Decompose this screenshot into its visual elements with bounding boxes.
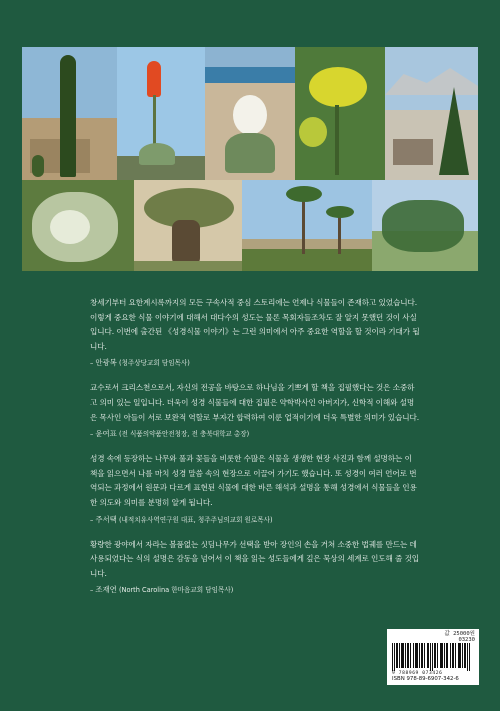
photo-old-olive: [134, 180, 242, 271]
endorser-title-2: (전 식품의약품안전청장, 전 충북대학교 총장): [118, 430, 250, 439]
barcode-digits: 9 788969 073426: [392, 671, 443, 676]
endorsement-signature-3: – 주서택 (내적치유사역연구원 대표, 청주주님의교회 원로목사): [90, 514, 273, 524]
endorsement-signature-4: – 조재연 (North Carolina 한마음교회 담임목사): [90, 585, 234, 595]
endorsements: [90, 296, 420, 608]
photo-fennel-flower: [295, 47, 385, 180]
endorser-name-2: 윤여표: [95, 429, 117, 439]
endorser-title-1: (청주상당교회 담임목사): [118, 359, 190, 368]
photo-city-pine: [385, 47, 478, 180]
endorsement-text-4: 황량한 광야에서 자라는 볼품없는 싯딤나무가 선택을 받아 장인의 손을 거쳐 소중한 법궤를 만드는 데 사용되었다는 식의 설명은 감동을 넘어서 이 책을 읽는 성도들에게 깊은 묵상의 세계로 인도해 줄 것입니다.: [90, 539, 420, 578]
barcode-bars: [392, 643, 472, 671]
endorser-title-3: (내적치유사역연구원 대표, 청주주님의교회 원로목사): [118, 515, 273, 524]
set-code: 03230: [458, 637, 475, 644]
photo-white-shrub: [22, 180, 134, 271]
endorsement-text-3: 성경 속에 등장하는 나무와 풀과 꽃들을 비롯한 수많은 식물을 생생한 현장 사진과 함께 설명하는 이 책을 읽으면서 나를 마치 성경 말씀 속의 현장으로 이끌어 가기도 했습니다. 또 성경이 여러 언어로 번역되는 과정에서 원문과 다르게 표현된 식물에 대한 바른 해석과 설명을 통해 성경에서 식물들을 인용한 의도와 의미를 분명히 알게 됩니다.: [90, 454, 417, 507]
isbn-text: ISBN 978-89-6907-342-6: [392, 676, 459, 682]
photo-palm-oasis: [242, 180, 372, 271]
price-block: [445, 631, 476, 643]
photo-sea-lily: [205, 47, 295, 180]
endorsement-signature-2: – 윤여표 (전 식품의약품안전청장, 전 충북대학교 총장): [90, 429, 250, 439]
price-text: 값 25000원: [444, 631, 475, 637]
endorsement-signature-1: – 안광복 (청주상당교회 담임목사): [90, 358, 190, 368]
photo-ruins-cypress: [22, 47, 117, 180]
endorser-name-1: 안광복: [95, 358, 117, 368]
endorser-title-4: (North Carolina 한마음교회 담임목사): [118, 586, 234, 595]
photo-collage: [22, 47, 478, 271]
endorsement-text-2: 교수로서 크리스천으로서, 자신의 전공을 바탕으로 하나님을 기쁘게 할 책을 집필했다는 것은 소중하고 의미 있는 일입니다. 더욱이 성경 식물들에 대한 집필은 약학박사인 아버지가, 신학적 이해와 설명은 목사인 아들이 서로 보완적 역할로 부자간 합력하여 이룬 업적이기에 더욱 특별한 의미가 있습니다.: [90, 383, 420, 422]
photo-branch-leaves: [372, 180, 478, 271]
endorser-name-3: 주서택: [95, 514, 117, 524]
endorsement-text-1: 창세기부터 요한계시록까지의 모든 구속사적 중심 스토리에는 언제나 식물들이 존재하고 있었습니다. 이렇게 중요한 식물 이야기에 대해서 대다수의 성도는 물론 목회자들조차도 잘 알지 못했던 것이 사실입니다. 이번에 출간된 《성경식물 이야기》는 그런 의미에서 아주 중요한 역할을 할 것이라 기대가 됩니다.: [90, 298, 420, 351]
endorser-name-4: 조재연: [95, 585, 117, 595]
photo-aloe-flower: [117, 47, 205, 180]
barcode-label: [387, 629, 479, 685]
